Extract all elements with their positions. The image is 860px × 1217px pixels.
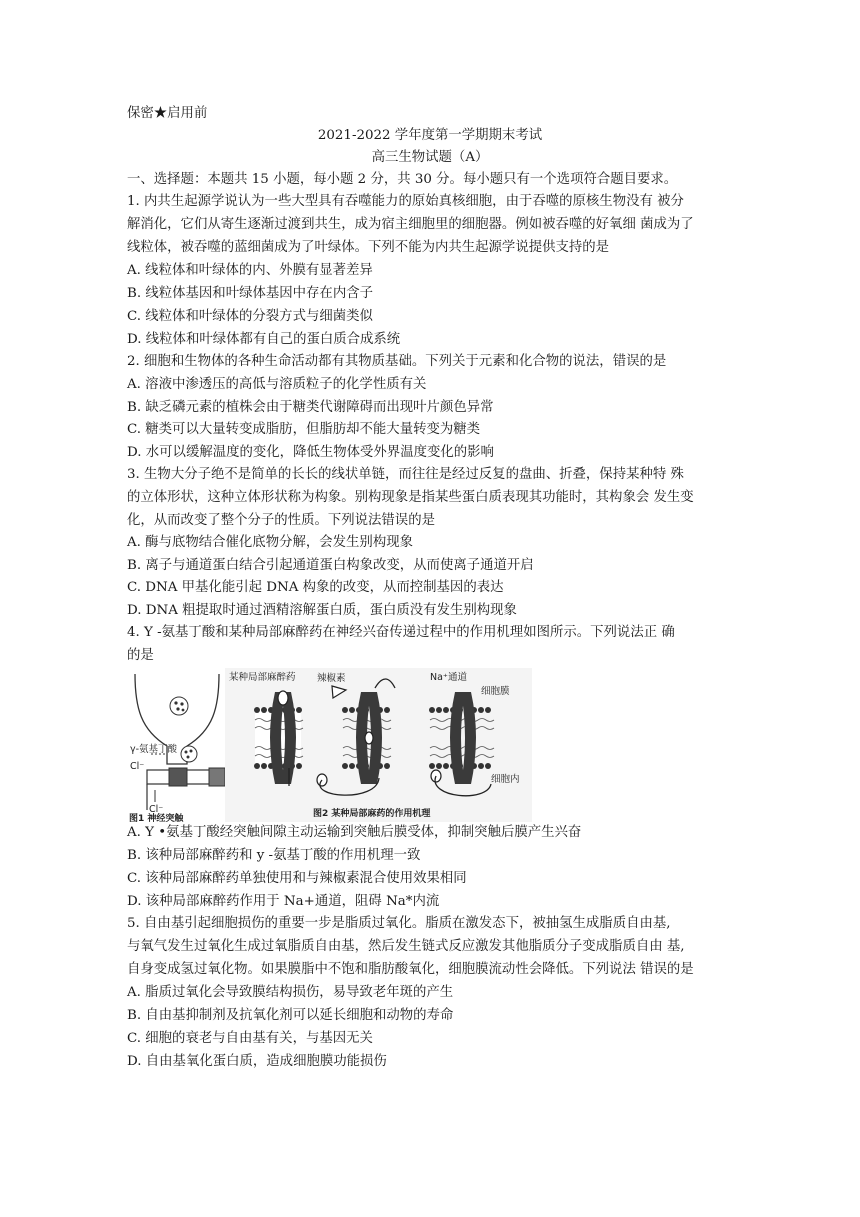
q3-stem-line-1: 3. 生物大分子绝不是简单的长长的线状单链，而往往是经过反复的盘曲、折叠，保持某种特 殊 <box>127 467 684 482</box>
q1-stem-line-1: 1. 内共生起源学说认为一些大型具有吞噬能力的原始真核细胞，由于吞噬的原核生物没有 被分 <box>127 194 684 209</box>
q2-option-d: D. 水可以缓解温度的变化，降低生物体受外界温度变化的影响 <box>127 445 494 460</box>
capsaicin-label: 辣椒素 <box>317 673 346 684</box>
q3-option-a: A. 酶与底物结合催化底物分解，会发生别构现象 <box>127 535 413 550</box>
q1-stem-line-3: 线粒体，被吞噬的蓝细菌成为了叶绿体。下列不能为内共生起源学说提供支持的是 <box>127 240 610 255</box>
q1-option-d: D. 线粒体和叶绿体都有自己的蛋白质合成系统 <box>127 332 401 347</box>
q1-option-b: B. 线粒体基因和叶绿体基因中存在内含子 <box>127 286 373 301</box>
q4-option-b: B. 该种局部麻醉药和 y -氨基丁酸的作用机理一致 <box>127 848 421 863</box>
q5-option-c: C. 细胞的衰老与自由基有关，与基因无关 <box>127 1031 373 1046</box>
q2-option-b: B. 缺乏磷元素的植株会由于糖类代谢障碍而出现叶片颜色异常 <box>127 400 494 415</box>
q5-stem-line-2: 与氧气发生过氧化生成过氧脂质自由基，然后发生链式反应激发其他脂质分子变成脂质自由 基, <box>127 939 685 954</box>
q3-option-d: D. DNA 粗提取时通过酒精溶解蛋白质，蛋白质没有发生别构现象 <box>127 603 517 618</box>
q1-stem-line-2: 解消化，它们从寄生逐渐过渡到共生，成为宿主细胞里的细胞器。例如被吞噬的好氧细 菌成为了 <box>127 217 694 232</box>
q3-option-b: B. 离子与通道蛋白结合引起通道蛋白构象改变，从而使离子通道开启 <box>127 558 534 573</box>
q2-option-a: A. 溶液中渗透压的高低与溶质粒子的化学性质有关 <box>127 377 427 392</box>
subject-title: 高三生物试题（A） <box>371 150 489 165</box>
mechanism-diagram <box>127 668 532 822</box>
q1-option-c: C. 线粒体和叶绿体的分裂方式与细菌类似 <box>127 309 373 324</box>
q2-option-c: C. 糖类可以大量转变成脂肪，但脂肪却不能大量转变为糖类 <box>127 422 481 437</box>
figure1-caption: 图1 神经突触 <box>129 814 184 822</box>
na-channel-label: Na⁺通道 <box>430 672 467 683</box>
q3-stem-line-2: 的立体形状，这种立体形状称为构象。别构现象是指某些蛋白质表现其功能时，其构象会 发生变 <box>127 490 694 505</box>
membrane-label: 细胞膜 <box>481 686 510 697</box>
q4-figure <box>127 668 532 822</box>
q3-option-c: C. DNA 甲基化能引起 DNA 构象的改变，从而控制基因的表达 <box>127 580 504 595</box>
figure2-caption: 图2 某种局部麻药的作用机理 <box>313 809 431 819</box>
q3-stem-line-3: 化，从而改变了整个分子的性质。下列说法错误的是 <box>127 513 435 528</box>
q4-option-c: C. 该种局部麻醉药单独使用和与辣椒素混合使用效果相同 <box>127 871 467 886</box>
q5-option-a: A. 脂质过氧化会导致膜结构损伤，易导致老年斑的产生 <box>127 985 454 1000</box>
section-instruction: 一、选择题：本题共 15 小题，每小题 2 分，共 30 分。每小题只有一个选项符合题目要求。 <box>127 172 678 187</box>
q4-stem-line-2: 的是 <box>127 648 154 663</box>
q4-option-d: D. 该种局部麻醉药作用于 Na+通道，阻碍 Na*内流 <box>127 894 440 909</box>
chloride-label: Cl⁻ <box>130 761 145 772</box>
anesthetic-label: 某种局部麻醉药 <box>229 672 296 683</box>
gaba-label: γ-氨基丁酸 <box>130 744 178 755</box>
q5-stem-line-1: 5. 自由基引起细胞损伤的重要一步是脂质过氧化。脂质在激发态下，被抽氢生成脂质自由基, <box>127 916 671 931</box>
chloride-label-inside: Cl⁻ <box>149 804 164 815</box>
q5-stem-line-3: 自身变成氢过氧化物。如果膜脂中不饱和脂肪酸氧化，细胞膜流动性会降低。下列说法 错误的是 <box>127 962 694 977</box>
q5-option-b: B. 自由基抑制剂及抗氧化剂可以延长细胞和动物的寿命 <box>127 1008 454 1023</box>
exam-title: 2021-2022 学年度第一学期期末考试 <box>317 128 543 143</box>
q5-option-d: D. 自由基氧化蛋白质，造成细胞膜功能损伤 <box>127 1054 387 1069</box>
q2-stem-line-1: 2. 细胞和生物体的各种生命活动都有其物质基础。下列关于元素和化合物的说法，错误的是 <box>127 354 667 369</box>
secrecy-label: 保密★启用前 <box>127 106 208 121</box>
cell-inside-label: 细胞内 <box>491 774 520 785</box>
q4-option-a: A. Y •氨基丁酸经突触间隙主动运输到突触后膜受体，抑制突触后膜产生兴奋 <box>127 825 582 840</box>
q1-option-a: A. 线粒体和叶绿体的内、外膜有显著差异 <box>127 263 373 278</box>
q4-stem-line-1: 4. Y -氨基丁酸和某种局部麻醉药在神经兴奋传递过程中的作用机理如图所示。下列说法正 确 <box>127 625 675 640</box>
